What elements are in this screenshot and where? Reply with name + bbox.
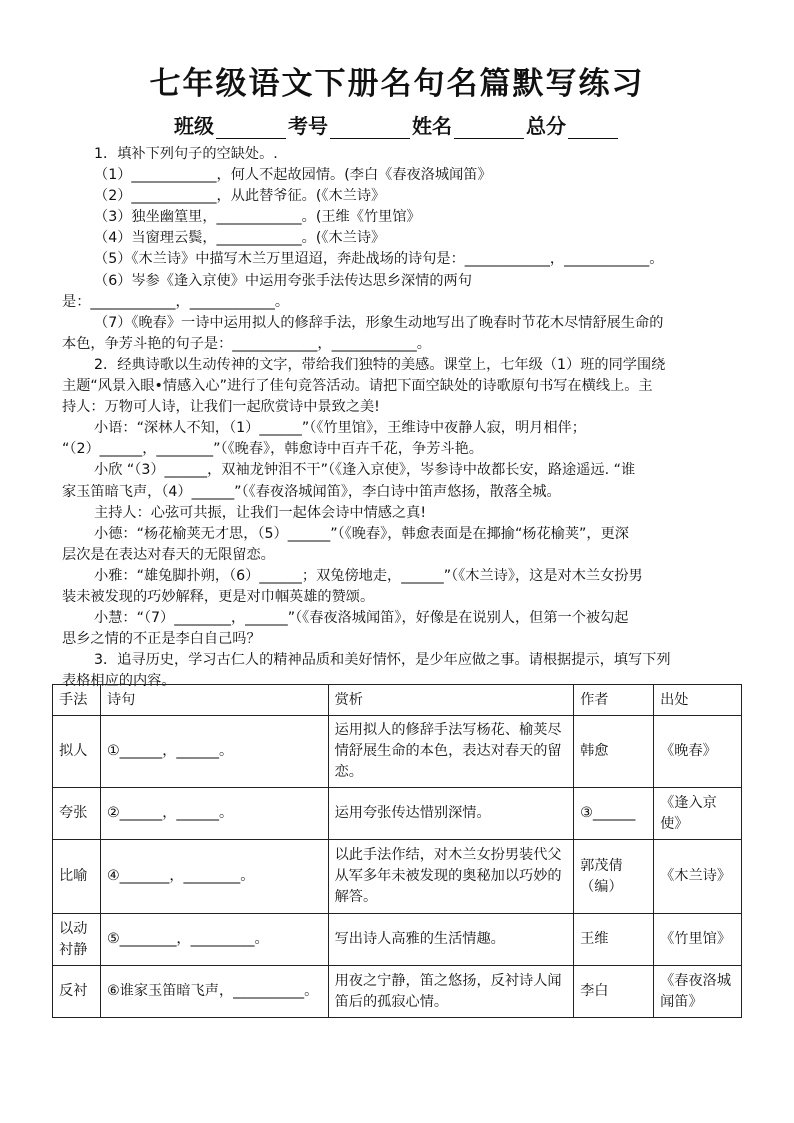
q2-line: 层次是在表达对春天的无限留恋。 <box>62 546 275 563</box>
table-row <box>53 788 742 840</box>
q1-item-1: （1）____________，何人不起故园情。(李白《春夜洛城闻笛》 <box>94 167 492 184</box>
header-analysis: 赏析 <box>328 685 574 716</box>
q1-item-7: （7）《晚春》一诗中运用拟人的修辞手法，形象生动地写出了晚春时节花木尽情舒展生命的 <box>94 314 664 331</box>
cell-technique: 夸张 <box>53 788 101 840</box>
table-header-row <box>53 685 742 716</box>
cell-author: ③______ <box>574 788 654 840</box>
q2-line: 小雅：“雄兔脚扑朔，（6）______；双兔傍地走，______”（《木兰诗》，这是对木兰女扮男 <box>94 567 643 584</box>
page-title: 七年级语文下册名句名篇默写练习 <box>149 66 645 102</box>
cell-author: 韩愈 <box>574 716 654 788</box>
q2-line: 思乡之情的不正是李白自己吗？ <box>62 631 261 648</box>
cell-author: 李白 <box>574 966 654 1018</box>
q1-heading: 1．填补下列句子的空缺处。. <box>94 146 278 162</box>
table-row <box>53 914 742 966</box>
cell-source: 《逢入京使》 <box>654 788 742 840</box>
cell-author: 郭茂倩（编） <box>574 840 654 914</box>
q1-item-4: （4）当窗理云鬓，____________。(《木兰诗》 <box>94 230 386 247</box>
q2-line: 家玉笛暗飞声，（4）______”（《春夜洛城闻笛》，李白诗中笛声悠扬，散落全城。 <box>62 483 561 500</box>
cell-author: 王维 <box>574 914 654 966</box>
header-author: 作者 <box>574 685 654 716</box>
exam-number-blank <box>330 120 410 139</box>
cell-analysis: 以此手法作结，对木兰女扮男装代父从军多年未被发现的奥秘加以巧妙的解答。 <box>328 840 574 914</box>
cell-analysis: 用夜之宁静，笛之悠扬，反衬诗人闻笛后的孤寂心情。 <box>328 966 574 1018</box>
score-label: 总分 <box>526 114 566 138</box>
q2-line: 小慧：“（7）________，______”（《春夜洛城闻笛》，好像是在说别人，但第一个被勾起 <box>94 610 629 627</box>
q2-line: 装未被发现的巧妙解释，更是对巾帼英雄的赞颂。 <box>62 588 375 605</box>
cell-technique: 以动衬静 <box>53 914 101 966</box>
cell-verse: ①______，______。 <box>100 716 328 788</box>
table-row <box>53 840 742 914</box>
cell-analysis: 运用夸张传达惜别深情。 <box>328 788 574 840</box>
q1-item-5: （5）《木兰诗》中描写木兰万里迢迢，奔赴战场的诗句是：____________，____________。 <box>94 251 664 268</box>
q2-line: 主题“风景入眼•情感入心”进行了佳句竞答活动。请把下面空缺处的诗歌原句书写在横线上。主 <box>62 378 653 395</box>
cell-analysis: 运用拟人的修辞手法写杨花、榆荚尽情舒展生命的本色，表达对春天的留恋。 <box>328 716 574 788</box>
name-blank <box>454 120 524 139</box>
q2-line: 持人：万物可人诗，让我们一起欣赏诗中景致之美! <box>62 399 380 416</box>
question-body <box>60 144 740 692</box>
cell-verse: ④_______，________。 <box>100 840 328 914</box>
table-row <box>53 716 742 788</box>
class-blank <box>216 120 286 139</box>
header-source: 出处 <box>654 685 742 716</box>
q1-item-2: （2）____________，从此替爷征。(《木兰诗》 <box>94 188 386 205</box>
cell-analysis: 写出诗人高雅的生活情趣。 <box>328 914 574 966</box>
cell-source: 《春夜洛城闻笛》 <box>654 966 742 1018</box>
q2-line: 主持人：心弦可共振，让我们一起体会诗中情感之真! <box>94 504 427 521</box>
answer-table <box>52 684 742 1018</box>
name-label: 姓名 <box>412 114 452 138</box>
q1-item-7-cont: 本色，争芳斗艳的句子是：____________，____________。 <box>62 335 431 352</box>
q3-heading-cont: 表格相应的内容。 <box>62 673 176 690</box>
header-verse: 诗句 <box>100 685 328 716</box>
q2-line: 小德：“杨花榆荚无才思，（5）______”（《晚春》，韩愈表面是在揶揄“杨花榆荚”，更深 <box>94 525 629 542</box>
q2-heading: 2．经典诗歌以生动传神的文字，带给我们独特的美感。课堂上，七年级（1）班的同学围绕 <box>94 356 666 373</box>
class-label: 班级 <box>174 114 214 138</box>
cell-verse: ⑤________，_________。 <box>100 914 328 966</box>
cell-technique: 反衬 <box>53 966 101 1018</box>
q3-heading: 3．追寻历史，学习古仁人的精神品质和美好情怀，是少年应做之事。请根据提示，填写下列 <box>94 652 671 669</box>
q1-item-6: （6）岑参《逢入京使》中运用夸张手法传达思乡深情的两句 <box>94 272 472 289</box>
q2-line: 小欣 “（3）______，双袖龙钟泪不干”（《逢入京使》，岑参诗中故都长安，路途遥远. “谁 <box>94 462 636 479</box>
q2-line: 小语：“深林人不知，（1）______”（《竹里馆》，王维诗中夜静人寂，明月相伴； <box>94 420 586 437</box>
exam-number-label: 考号 <box>288 114 328 138</box>
table-row <box>53 966 742 1018</box>
cell-source: 《木兰诗》 <box>654 840 742 914</box>
header-technique: 手法 <box>53 685 101 716</box>
q1-item-6-cont: 是：____________，____________。 <box>62 293 290 310</box>
score-blank <box>568 120 618 139</box>
cell-source: 《晚春》 <box>654 716 742 788</box>
student-info-line <box>0 110 794 139</box>
q1-item-3: （3）独坐幽篁里，____________。(王维《竹里馆》 <box>94 209 421 226</box>
cell-verse: ②______，______。 <box>100 788 328 840</box>
q2-line: “（2）______，________”（《晚春》，韩愈诗中百卉千花，争芳斗艳。 <box>62 441 483 458</box>
cell-technique: 比喻 <box>53 840 101 914</box>
cell-source: 《竹里馆》 <box>654 914 742 966</box>
cell-verse: ⑥谁家玉笛暗飞声，__________。 <box>100 966 328 1018</box>
cell-technique: 拟人 <box>53 716 101 788</box>
